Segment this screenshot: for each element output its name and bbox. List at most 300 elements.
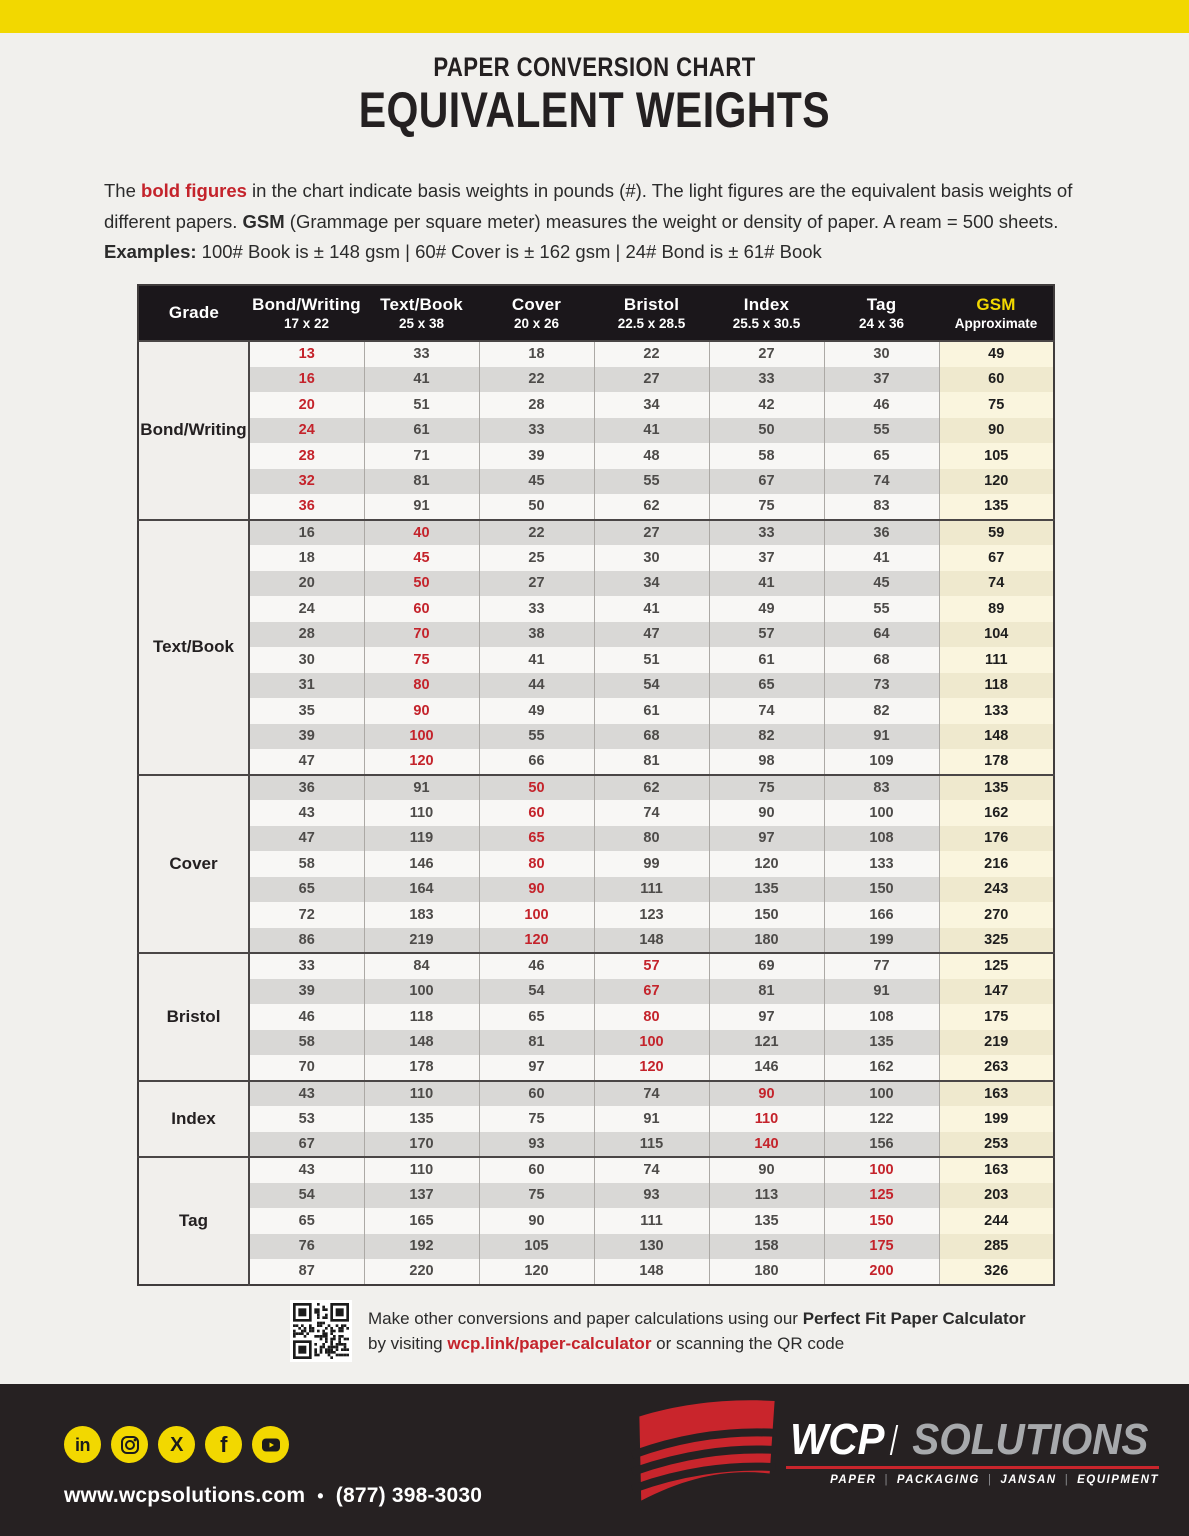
gsm-cell: 163 — [939, 1157, 1054, 1183]
weight-cell: 91 — [594, 1106, 709, 1132]
weight-cell: 65 — [709, 673, 824, 699]
weight-cell: 93 — [479, 1132, 594, 1158]
weight-cell: 30 — [594, 545, 709, 571]
weight-cell: 166 — [824, 902, 939, 928]
weight-cell: 150 — [824, 877, 939, 903]
column-dimensions: 22.5 x 28.5 — [617, 315, 686, 331]
table-row — [138, 596, 1054, 622]
intro-seg: in the chart indicate basis weights in pounds (#). The light figures are the equivalent basis weights of different papers. — [104, 180, 1073, 232]
gsm-cell: 253 — [939, 1132, 1054, 1158]
weight-cell: 35 — [249, 698, 364, 724]
weight-cell: 39 — [249, 724, 364, 750]
weight-cell: 39 — [249, 979, 364, 1005]
grade-group-tag — [138, 1157, 1054, 1285]
weight-cell: 183 — [364, 902, 479, 928]
weight-cell: 67 — [594, 979, 709, 1005]
kicker-title: PAPER CONVERSION CHART — [433, 52, 756, 82]
column-dimensions: 24 x 36 — [858, 315, 905, 331]
weight-cell: 80 — [594, 826, 709, 852]
weight-cell: 36 — [249, 494, 364, 520]
qr-note-text — [368, 1306, 1026, 1357]
table-row — [138, 673, 1054, 699]
weight-cell: 82 — [709, 724, 824, 750]
weight-cell: 24 — [249, 418, 364, 444]
gsm-cell: 270 — [939, 902, 1054, 928]
intro-text — [104, 176, 1089, 268]
weight-cell: 90 — [479, 1208, 594, 1234]
weight-cell: 125 — [824, 1183, 939, 1209]
weight-cell: 120 — [479, 928, 594, 954]
weight-cell: 46 — [479, 953, 594, 979]
weight-cell: 41 — [824, 545, 939, 571]
footer — [0, 1384, 1189, 1536]
weight-cell: 135 — [364, 1106, 479, 1132]
weight-cell: 45 — [479, 469, 594, 495]
weight-cell: 54 — [594, 673, 709, 699]
weight-cell: 70 — [249, 1055, 364, 1081]
weight-cell: 65 — [479, 826, 594, 852]
column-header-index — [709, 285, 824, 341]
weight-cell: 81 — [479, 1030, 594, 1056]
weight-cell: 140 — [709, 1132, 824, 1158]
column-label: Text/Book — [380, 295, 463, 315]
weight-cell: 72 — [249, 902, 364, 928]
table-row — [138, 1234, 1054, 1260]
weight-cell: 74 — [824, 469, 939, 495]
gsm-cell: 111 — [939, 647, 1054, 673]
gsm-cell: 243 — [939, 877, 1054, 903]
weight-cell: 165 — [364, 1208, 479, 1234]
qr-seg: Make other conversions and paper calculations using our — [368, 1308, 803, 1328]
weight-cell: 150 — [709, 902, 824, 928]
weight-cell: 175 — [824, 1234, 939, 1260]
weight-cell: 45 — [824, 571, 939, 597]
weight-cell: 109 — [824, 749, 939, 775]
weight-cell: 120 — [364, 749, 479, 775]
gsm-cell: 285 — [939, 1234, 1054, 1260]
logo-wcp: WCP — [789, 1415, 885, 1464]
weight-cell: 162 — [824, 1055, 939, 1081]
gsm-cell: 125 — [939, 953, 1054, 979]
weight-cell: 71 — [364, 443, 479, 469]
weight-cell: 67 — [249, 1132, 364, 1158]
table-row — [138, 367, 1054, 393]
weight-cell: 40 — [364, 520, 479, 546]
weight-cell: 33 — [249, 953, 364, 979]
weight-cell: 73 — [824, 673, 939, 699]
weight-cell: 83 — [824, 494, 939, 520]
weight-cell: 50 — [364, 571, 479, 597]
intro-gsm: GSM — [242, 210, 285, 232]
weight-cell: 70 — [364, 622, 479, 648]
weight-cell: 33 — [709, 367, 824, 393]
table-row — [138, 392, 1054, 418]
weight-cell: 121 — [709, 1030, 824, 1056]
weight-cell: 67 — [709, 469, 824, 495]
table-row — [138, 724, 1054, 750]
table-row — [138, 647, 1054, 673]
table-row — [138, 698, 1054, 724]
weight-cell: 200 — [824, 1259, 939, 1285]
column-dimensions: 25.5 x 30.5 — [732, 315, 801, 331]
weight-cell: 60 — [479, 800, 594, 826]
weight-cell: 38 — [479, 622, 594, 648]
table-row — [138, 1081, 1054, 1107]
weight-cell: 146 — [709, 1055, 824, 1081]
weight-cell: 84 — [364, 953, 479, 979]
table-row — [138, 571, 1054, 597]
weight-cell: 81 — [364, 469, 479, 495]
tagline-word: PAPER — [830, 1474, 877, 1486]
examples-line — [104, 237, 1089, 268]
weight-cell: 113 — [709, 1183, 824, 1209]
weight-cell: 27 — [594, 520, 709, 546]
weight-cell: 57 — [594, 953, 709, 979]
weight-cell: 91 — [364, 775, 479, 801]
weight-cell: 46 — [249, 1004, 364, 1030]
gsm-cell: 120 — [939, 469, 1054, 495]
column-header-cover — [479, 285, 594, 341]
weight-cell: 43 — [249, 800, 364, 826]
weight-cell: 91 — [824, 724, 939, 750]
gsm-cell: 178 — [939, 749, 1054, 775]
table-row — [138, 1157, 1054, 1183]
gsm-cell: 326 — [939, 1259, 1054, 1285]
weight-cell: 33 — [364, 341, 479, 367]
weight-cell: 199 — [824, 928, 939, 954]
weight-cell: 75 — [364, 647, 479, 673]
weight-cell: 58 — [709, 443, 824, 469]
grade-cell: Index — [138, 1081, 249, 1158]
gsm-cell: 104 — [939, 622, 1054, 648]
weight-cell: 65 — [824, 443, 939, 469]
column-label: Tag — [866, 295, 897, 315]
gsm-cell: 244 — [939, 1208, 1054, 1234]
gsm-cell: 162 — [939, 800, 1054, 826]
weight-cell: 50 — [709, 418, 824, 444]
weight-cell: 100 — [824, 1081, 939, 1107]
weight-cell: 90 — [479, 877, 594, 903]
weight-cell: 33 — [479, 596, 594, 622]
x-icon[interactable] — [158, 1426, 195, 1463]
weight-cell: 74 — [709, 698, 824, 724]
weight-cell: 119 — [364, 826, 479, 852]
weight-cell: 90 — [364, 698, 479, 724]
weight-cell: 66 — [479, 749, 594, 775]
weight-cell: 74 — [594, 800, 709, 826]
weight-cell: 76 — [249, 1234, 364, 1260]
weight-cell: 43 — [249, 1081, 364, 1107]
weight-cell: 148 — [594, 1259, 709, 1285]
phone-number: (877) 398-3030 — [335, 1484, 483, 1507]
facebook-glyph: f — [220, 1431, 227, 1457]
weight-cell: 123 — [594, 902, 709, 928]
weight-cell: 87 — [249, 1259, 364, 1285]
weight-cell: 135 — [709, 877, 824, 903]
table-row — [138, 622, 1054, 648]
weight-cell: 61 — [594, 698, 709, 724]
weight-cell: 148 — [364, 1030, 479, 1056]
table-row — [138, 953, 1054, 979]
weight-cell: 47 — [249, 826, 364, 852]
weight-cell: 30 — [824, 341, 939, 367]
table-row — [138, 1004, 1054, 1030]
grade-cell: Bristol — [138, 953, 249, 1081]
qr-seg: by visiting — [368, 1334, 448, 1353]
weight-cell: 18 — [479, 341, 594, 367]
weight-cell: 51 — [594, 647, 709, 673]
table-row — [138, 1106, 1054, 1132]
weight-cell: 57 — [709, 622, 824, 648]
logo-text — [786, 1415, 1159, 1486]
weight-cell: 110 — [364, 1157, 479, 1183]
column-header-text-book — [364, 285, 479, 341]
weight-cell: 50 — [479, 494, 594, 520]
weight-cell: 49 — [709, 596, 824, 622]
gsm-cell: 67 — [939, 545, 1054, 571]
weight-cell: 100 — [364, 979, 479, 1005]
weight-cell: 62 — [594, 494, 709, 520]
weight-cell: 80 — [594, 1004, 709, 1030]
weight-cell: 60 — [364, 596, 479, 622]
weight-cell: 146 — [364, 851, 479, 877]
weight-cell: 46 — [824, 392, 939, 418]
logo-underline — [786, 1466, 1159, 1469]
weight-cell: 82 — [824, 698, 939, 724]
weight-cell: 60 — [479, 1157, 594, 1183]
column-header-tag — [824, 285, 939, 341]
weight-cell: 97 — [709, 1004, 824, 1030]
weight-cell: 65 — [249, 877, 364, 903]
grade-group-cover — [138, 775, 1054, 954]
weight-cell: 58 — [249, 851, 364, 877]
weight-cell: 80 — [479, 851, 594, 877]
table-row — [138, 749, 1054, 775]
table-row — [138, 902, 1054, 928]
weight-cell: 62 — [594, 775, 709, 801]
weight-cell: 39 — [479, 443, 594, 469]
logo-solutions: SOLUTIONS — [912, 1415, 1149, 1464]
weight-cell: 68 — [594, 724, 709, 750]
weight-cell: 64 — [824, 622, 939, 648]
weight-cell: 192 — [364, 1234, 479, 1260]
grade-group-bristol — [138, 953, 1054, 1081]
paper-calculator-link[interactable]: wcp.link/paper-calculator — [447, 1334, 652, 1353]
column-dimensions: Approximate — [954, 315, 1038, 331]
gsm-cell: 219 — [939, 1030, 1054, 1056]
document-header — [0, 52, 1189, 138]
wcp-solutions-logo — [630, 1398, 1159, 1506]
weight-cell: 110 — [364, 800, 479, 826]
weight-cell: 43 — [249, 1157, 364, 1183]
weight-cell: 164 — [364, 877, 479, 903]
weight-cell: 83 — [824, 775, 939, 801]
grade-group-text-book — [138, 520, 1054, 775]
column-header-grade — [138, 285, 249, 341]
weight-cell: 41 — [479, 647, 594, 673]
conversion-table — [137, 284, 1055, 1286]
gsm-cell: 74 — [939, 571, 1054, 597]
weight-cell: 91 — [364, 494, 479, 520]
weight-cell: 81 — [709, 979, 824, 1005]
weight-cell: 58 — [249, 1030, 364, 1056]
gsm-cell: 147 — [939, 979, 1054, 1005]
weight-cell: 158 — [709, 1234, 824, 1260]
weight-cell: 156 — [824, 1132, 939, 1158]
column-header-gsm — [939, 285, 1054, 341]
gsm-cell: 118 — [939, 673, 1054, 699]
x-glyph: X — [170, 1433, 183, 1456]
weight-cell: 48 — [594, 443, 709, 469]
weight-cell: 47 — [249, 749, 364, 775]
column-label: Bristol — [623, 295, 680, 315]
top-accent-bar — [0, 0, 1189, 33]
weight-cell: 50 — [479, 775, 594, 801]
weight-cell: 16 — [249, 367, 364, 393]
weight-cell: 44 — [479, 673, 594, 699]
grade-group-bond-writing — [138, 341, 1054, 520]
table-row — [138, 800, 1054, 826]
youtube-icon[interactable] — [252, 1426, 289, 1463]
weight-cell: 75 — [479, 1106, 594, 1132]
weight-cell: 20 — [249, 392, 364, 418]
linkedin-icon[interactable] — [64, 1426, 101, 1463]
weight-cell: 22 — [479, 520, 594, 546]
website-url: www.wcpsolutions.com — [64, 1484, 306, 1507]
qr-code — [290, 1300, 352, 1362]
grade-group-index — [138, 1081, 1054, 1158]
column-dimensions: 20 x 26 — [513, 315, 560, 331]
contact-line — [64, 1484, 482, 1508]
grade-cell: Text/Book — [138, 520, 249, 775]
weight-cell: 36 — [249, 775, 364, 801]
tagline-word: PACKAGING — [896, 1474, 980, 1486]
weight-cell: 100 — [479, 902, 594, 928]
weight-cell: 51 — [364, 392, 479, 418]
column-label: Grade — [168, 303, 220, 323]
weight-cell: 32 — [249, 469, 364, 495]
weight-cell: 37 — [709, 545, 824, 571]
weight-cell: 86 — [249, 928, 364, 954]
tagline-word: JANSAN — [1000, 1474, 1057, 1486]
qr-note-section — [290, 1300, 1026, 1362]
weight-cell: 75 — [709, 494, 824, 520]
column-label: Bond/Writing — [252, 295, 361, 315]
table-row — [138, 1208, 1054, 1234]
weight-cell: 41 — [594, 418, 709, 444]
weight-cell: 41 — [594, 596, 709, 622]
weight-cell: 135 — [709, 1208, 824, 1234]
table-row — [138, 877, 1054, 903]
weight-cell: 148 — [594, 928, 709, 954]
table-row — [138, 928, 1054, 954]
weight-cell: 219 — [364, 928, 479, 954]
column-dimensions: 17 x 22 — [283, 315, 330, 331]
weight-cell: 53 — [249, 1106, 364, 1132]
table-row — [138, 851, 1054, 877]
weight-cell: 111 — [594, 1208, 709, 1234]
weight-cell: 27 — [709, 341, 824, 367]
weight-cell: 49 — [479, 698, 594, 724]
weight-cell: 100 — [594, 1030, 709, 1056]
weight-cell: 97 — [709, 826, 824, 852]
facebook-icon[interactable] — [205, 1426, 242, 1463]
weight-cell: 81 — [594, 749, 709, 775]
gsm-cell: 105 — [939, 443, 1054, 469]
weight-cell: 36 — [824, 520, 939, 546]
weight-cell: 122 — [824, 1106, 939, 1132]
weight-cell: 111 — [594, 877, 709, 903]
weight-cell: 54 — [479, 979, 594, 1005]
weight-cell: 61 — [709, 647, 824, 673]
weight-cell: 98 — [709, 749, 824, 775]
gsm-cell: 90 — [939, 418, 1054, 444]
column-dimensions: 25 x 38 — [398, 315, 445, 331]
weight-cell: 28 — [479, 392, 594, 418]
intro-paragraph — [104, 176, 1089, 237]
gsm-cell: 148 — [939, 724, 1054, 750]
table-row — [138, 1183, 1054, 1209]
weight-cell: 65 — [249, 1208, 364, 1234]
table-row — [138, 494, 1054, 520]
qr-seg: or scanning the QR code — [651, 1334, 845, 1353]
weight-cell: 110 — [364, 1081, 479, 1107]
table-header — [138, 285, 1054, 341]
weight-cell: 133 — [824, 851, 939, 877]
weight-cell: 30 — [249, 647, 364, 673]
weight-cell: 100 — [824, 1157, 939, 1183]
examples-label: Examples: — [104, 241, 197, 263]
gsm-cell: 59 — [939, 520, 1054, 546]
weight-cell: 41 — [709, 571, 824, 597]
tagline-separator: | — [884, 1474, 889, 1486]
weight-cell: 16 — [249, 520, 364, 546]
weight-cell: 65 — [479, 1004, 594, 1030]
weight-cell: 27 — [479, 571, 594, 597]
gsm-cell: 263 — [939, 1055, 1054, 1081]
intro-bold-figures: bold figures — [141, 180, 247, 201]
weight-cell: 22 — [479, 367, 594, 393]
weight-cell: 115 — [594, 1132, 709, 1158]
intro-seg: (Grammage per square meter) measures the weight or density of paper. A ream = 500 sheets. — [284, 210, 1059, 232]
weight-cell: 28 — [249, 622, 364, 648]
gsm-cell: 203 — [939, 1183, 1054, 1209]
weight-cell: 150 — [824, 1208, 939, 1234]
weight-cell: 99 — [594, 851, 709, 877]
weight-cell: 100 — [364, 724, 479, 750]
gsm-cell: 175 — [939, 1004, 1054, 1030]
logo-tagline — [786, 1474, 1159, 1486]
table-row — [138, 1259, 1054, 1285]
gsm-cell: 75 — [939, 392, 1054, 418]
weight-cell: 100 — [824, 800, 939, 826]
logo-divider — [890, 1425, 898, 1455]
weight-cell: 22 — [594, 341, 709, 367]
gsm-cell: 135 — [939, 494, 1054, 520]
table-row — [138, 520, 1054, 546]
weight-cell: 91 — [824, 979, 939, 1005]
separator-dot: • — [317, 1485, 324, 1506]
grade-cell: Bond/Writing — [138, 341, 249, 520]
weight-cell: 37 — [824, 367, 939, 393]
gsm-cell: 49 — [939, 341, 1054, 367]
weight-cell: 41 — [364, 367, 479, 393]
weight-cell: 45 — [364, 545, 479, 571]
intro-seg: The — [104, 180, 142, 201]
instagram-icon[interactable] — [111, 1426, 148, 1463]
page-title: EQUIVALENT WEIGHTS — [358, 82, 831, 138]
table-row — [138, 979, 1054, 1005]
